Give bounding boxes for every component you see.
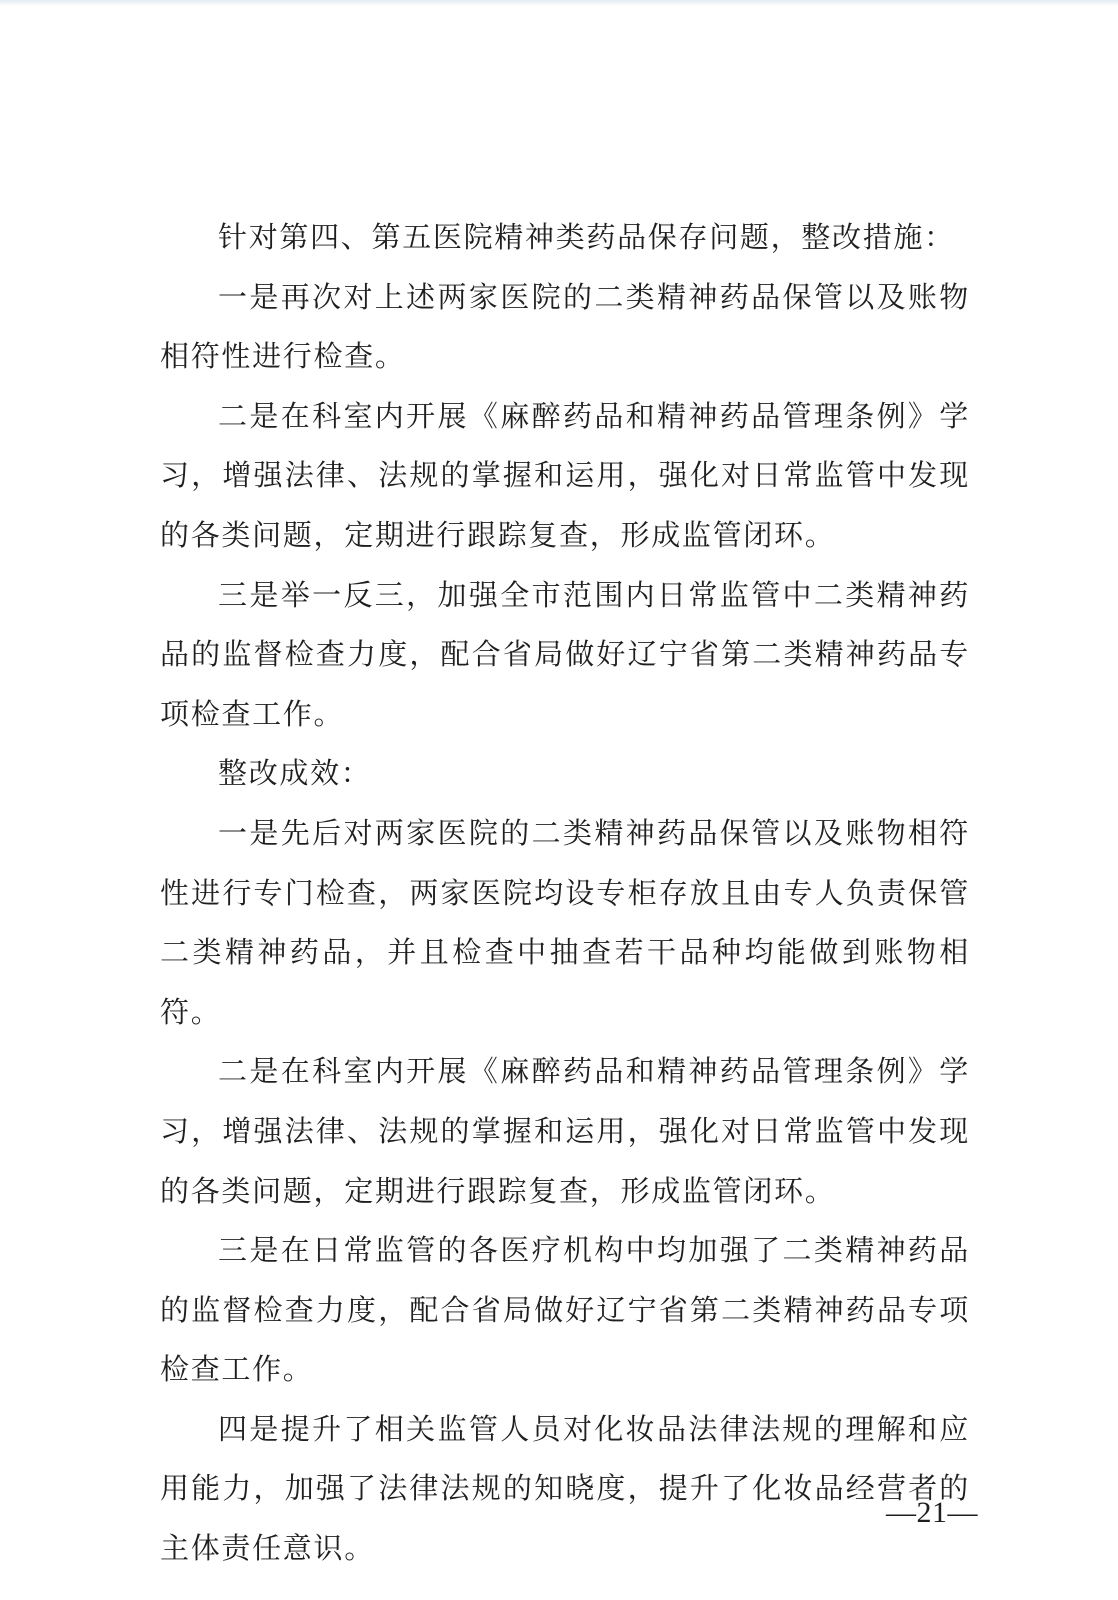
document-body	[160, 208, 970, 1579]
scan-top-edge	[0, 0, 1118, 6]
paragraph-measure-1: 一是再次对上述两家医院的二类精神药品保管以及账物相符性进行检查。	[160, 279, 970, 374]
paragraph-measure-3: 三是举一反三，加强全市范围内日常监管中二类精神药品的监督检查力度，配合省局做好辽宁省第二类精神药品专项检查工作。	[160, 577, 970, 731]
paragraph-results-heading: 整改成效：	[218, 756, 372, 791]
paragraph-rectification-heading: 针对第四、第五医院精神类药品保存问题，整改措施：	[218, 220, 955, 254]
paragraph-result-4: 四是提升了相关监管人员对化妆品法律法规的理解和应用能力，加强了法律法规的知晓度，提升了化妆品经营者的主体责任意识。	[160, 1411, 970, 1566]
page-number: —21—	[886, 1496, 978, 1529]
paragraph-result-1: 一是先后对两家医院的二类精神药品保管以及账物相符性进行专门检查，两家医院均设专柜存放且由专人负责保管二类精神药品，并且检查中抽查若干品种均能做到账物相符。	[160, 815, 970, 1029]
paragraph-result-3: 三是在日常监管的各医疗机构中均加强了二类精神药品的监督检查力度，配合省局做好辽宁省第二类精神药品专项检查工作。	[160, 1233, 970, 1387]
paragraph-measure-2: 二是在科室内开展《麻醉药品和精神药品管理条例》学习，增强法律、法规的掌握和运用，强化对日常监管中发现的各类问题，定期进行跟踪复查，形成监管闭环。	[160, 398, 970, 552]
paragraph-result-2: 二是在科室内开展《麻醉药品和精神药品管理条例》学习，增强法律、法规的掌握和运用，强化对日常监管中发现的各类问题，定期进行跟踪复查，形成监管闭环。	[160, 1054, 970, 1208]
